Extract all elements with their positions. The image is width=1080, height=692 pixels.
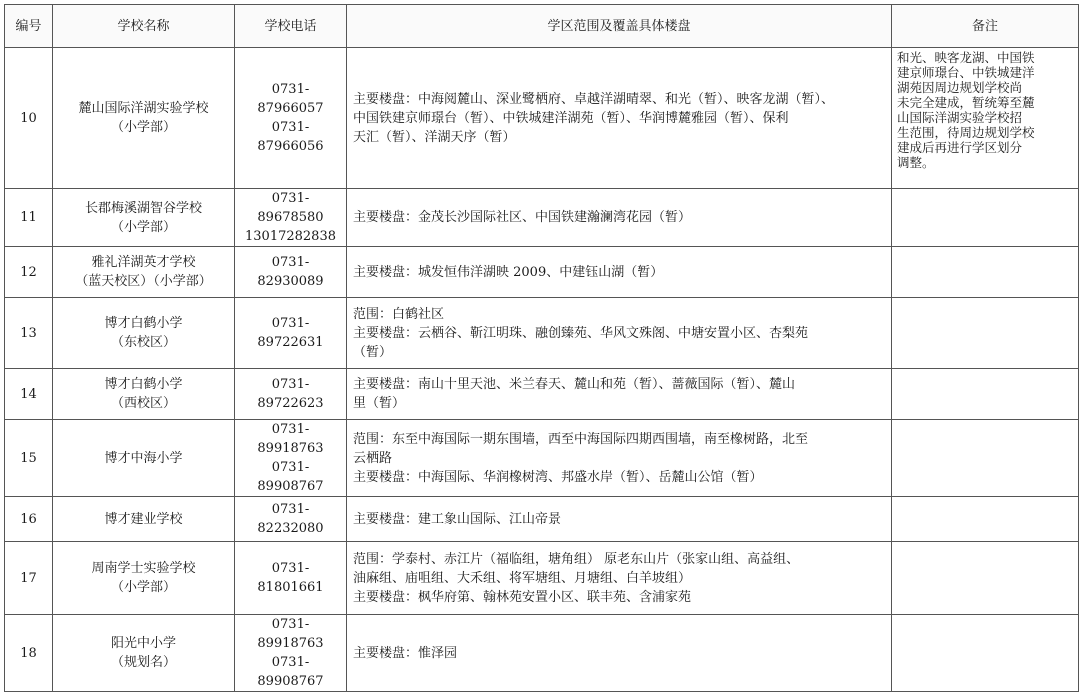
- notes: [892, 615, 1079, 692]
- school-phone: [235, 189, 347, 247]
- district-scope: [347, 542, 892, 615]
- district-scope-line: 云栖路: [353, 450, 393, 466]
- school-name-line: 博才中海小学: [104, 450, 183, 466]
- school-district-table: [4, 4, 1079, 692]
- school-name-line: 博才白鹤小学: [104, 316, 183, 331]
- table-row: [5, 615, 1079, 692]
- school-name-line: 博才建业学校: [104, 511, 183, 527]
- district-scope-line: 主要楼盘：枫华府第、翰林苑安置小区、联丰苑、含浦家苑: [353, 589, 692, 605]
- district-scope-line: 主要楼盘：中海阅麓山、深业鹭栖府、卓越洋湖晴翠、和光（暂）、映客龙湖（暂）、: [353, 91, 835, 107]
- table-row: [5, 189, 1079, 247]
- district-scope-line: 主要楼盘：中海国际、华润橡树湾、邦盛水岸（暂）、岳麓山公馆（暂）: [353, 469, 763, 485]
- school-name: [53, 48, 235, 189]
- school-name-line: 博才白鹤小学: [104, 377, 183, 392]
- notes-line: 和光、映客龙湖、中国铁: [897, 50, 1035, 65]
- district-scope: [347, 369, 892, 420]
- header-scope: 学区范围及覆盖具体楼盘: [347, 5, 892, 48]
- school-phone-line: 0731-87966056: [257, 120, 324, 154]
- district-scope-line: 主要楼盘：金茂长沙国际社区、中国铁建瀚澜湾花园（暂）: [353, 210, 692, 225]
- table-row: [5, 420, 1079, 497]
- district-scope: [347, 420, 892, 497]
- table-row: [5, 247, 1079, 298]
- school-phone: [235, 615, 347, 692]
- school-name-line: 雅礼洋湖英才学校: [91, 255, 196, 270]
- school-phone-line: 13017282838: [245, 229, 336, 244]
- district-scope: [347, 298, 892, 369]
- row-id: 15: [5, 420, 53, 497]
- district-scope-line: 范围：东至中海国际一期东围墙，西至中海国际四期西围墙，南至橡树路，北至: [353, 431, 809, 447]
- school-name: [53, 369, 235, 420]
- school-phone-line: 0731-89722631: [257, 316, 324, 350]
- school-phone-line: 0731-82930089: [257, 255, 324, 289]
- district-scope: [347, 189, 892, 247]
- district-scope-line: 主要楼盘：惟泽园: [353, 645, 458, 661]
- notes-line: 湖苑因周边规划学校尚: [897, 80, 1023, 95]
- row-id: 11: [5, 189, 53, 247]
- school-phone: [235, 369, 347, 420]
- district-scope-line: 天汇（暂）、洋湖天序（暂）: [353, 129, 516, 145]
- header-phone: 学校电话: [235, 5, 347, 48]
- row-id: 14: [5, 369, 53, 420]
- notes-line: 未完全建成，暂统筹至麓: [897, 95, 1035, 110]
- district-scope-line: 中国铁建京师璟台（暂）、中铁城建洋湖苑（暂）、华润博麓雅园（暂）、保利: [353, 110, 789, 126]
- district-scope: [347, 247, 892, 298]
- row-id: 13: [5, 298, 53, 369]
- school-name-line: 周南学士实验学校: [91, 561, 196, 576]
- school-name: [53, 615, 235, 692]
- school-phone-line: 0731-82232080: [257, 502, 324, 536]
- school-name-line: 阳光中小学: [110, 636, 176, 651]
- district-scope-line: 主要楼盘：云栖谷、靳江明珠、融创臻苑、华风文殊阁、中塘安置小区、杏梨苑: [353, 325, 809, 341]
- district-scope-line: 主要楼盘：南山十里天池、米兰春天、麓山和苑（暂）、蔷薇国际（暂）、麓山: [353, 377, 796, 392]
- notes-line: 建京师璟台、中铁城建洋: [897, 65, 1035, 80]
- school-phone-line: 0731-89678580: [257, 191, 324, 225]
- row-id: 18: [5, 615, 53, 692]
- school-phone-line: 0731-89908767: [257, 460, 324, 494]
- school-name: [53, 497, 235, 542]
- notes: [892, 369, 1079, 420]
- school-phone: [235, 542, 347, 615]
- school-name-line: （规划名）: [110, 655, 176, 670]
- district-scope-line: 范围：白鹤社区: [353, 306, 445, 322]
- school-phone: [235, 420, 347, 497]
- school-name: [53, 298, 235, 369]
- notes: [892, 420, 1079, 497]
- school-name-line: （小学部）: [110, 120, 176, 135]
- table-row: [5, 48, 1079, 189]
- table-row: [5, 369, 1079, 420]
- notes: [892, 48, 1079, 189]
- school-phone: [235, 298, 347, 369]
- school-phone: [235, 247, 347, 298]
- school-name-line: （西校区）: [110, 396, 176, 411]
- school-name: [53, 189, 235, 247]
- school-name-line: （小学部）: [110, 580, 176, 595]
- district-scope-line: 范围：学泰村、赤江片（福临组，塘角组） 原老东山片（张家山组、高益组、: [353, 551, 800, 567]
- district-scope: [347, 497, 892, 542]
- district-scope: [347, 48, 892, 189]
- district-scope-line: （暂）: [353, 344, 393, 360]
- school-phone-line: 0731-89722623: [257, 377, 324, 411]
- school-phone: [235, 48, 347, 189]
- school-phone-line: 0731-81801661: [257, 561, 324, 595]
- table-row: [5, 542, 1079, 615]
- school-phone-line: 0731-89918763: [257, 422, 324, 456]
- school-phone-line: 0731-87966057: [257, 82, 324, 116]
- header-notes: 备注: [892, 5, 1079, 48]
- school-name-line: （小学部）: [110, 219, 176, 235]
- notes: [892, 247, 1079, 298]
- district-scope-line: 主要楼盘：建工象山国际、江山帝景: [353, 511, 562, 527]
- row-id: 17: [5, 542, 53, 615]
- notes-line: 生范围，待周边规划学校: [897, 125, 1035, 140]
- notes: [892, 542, 1079, 615]
- district-scope-line: 里（暂）: [353, 396, 406, 411]
- table-row: [5, 298, 1079, 369]
- school-name-line: 长郡梅溪湖智谷学校: [84, 200, 202, 216]
- header-school: 学校名称: [53, 5, 235, 48]
- row-id: 16: [5, 497, 53, 542]
- row-id: 10: [5, 48, 53, 189]
- school-phone-line: 0731-89908767: [257, 655, 324, 689]
- table-row: [5, 497, 1079, 542]
- header-row: [5, 5, 1079, 48]
- school-name-line: （东校区）: [110, 335, 176, 350]
- row-id: 12: [5, 247, 53, 298]
- notes-line: 调整。: [897, 155, 935, 170]
- school-name: [53, 420, 235, 497]
- school-name: [53, 247, 235, 298]
- district-scope-line: 油麻组、庙咀组、大禾组、将军塘组、月塘组、白羊坡组）: [353, 570, 692, 586]
- school-name-line: （蓝天校区）（小学部）: [75, 274, 212, 289]
- notes: [892, 189, 1079, 247]
- school-name: [53, 542, 235, 615]
- school-name-line: 麓山国际洋湖实验学校: [78, 101, 209, 116]
- notes-line: 建成后再进行学区划分: [897, 140, 1023, 155]
- notes-line: 山国际洋湖实验学校招: [897, 110, 1023, 125]
- school-phone: [235, 497, 347, 542]
- school-phone-line: 0731-89918763: [257, 617, 324, 651]
- notes: [892, 497, 1079, 542]
- district-scope-line: 主要楼盘：城发恒伟洋湖映 2009、中建钰山湖（暂）: [353, 264, 664, 280]
- notes: [892, 298, 1079, 369]
- header-id: 编号: [5, 5, 53, 48]
- district-scope: [347, 615, 892, 692]
